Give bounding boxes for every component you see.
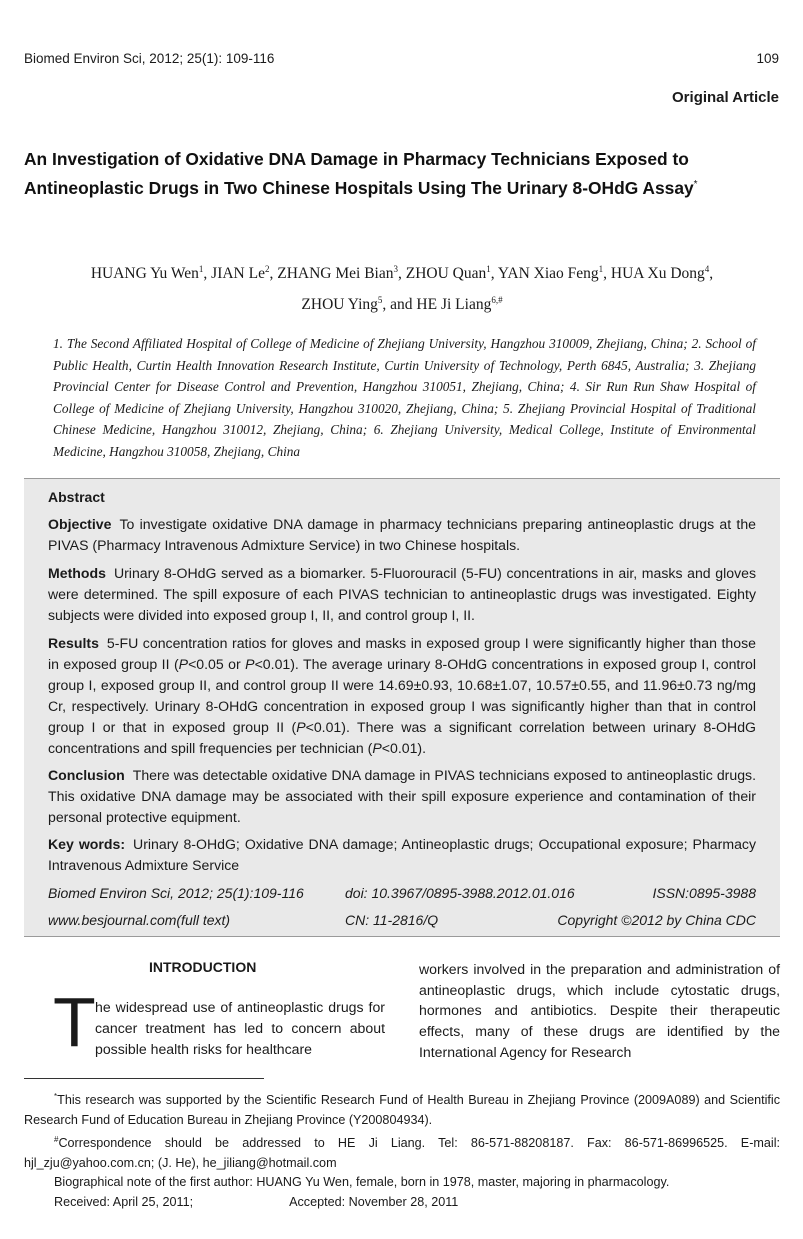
accepted-date: Accepted: November 28, 2011 (289, 1194, 459, 1209)
results-text: <0.01). (381, 740, 427, 756)
results-text: <0.05 or (188, 656, 246, 672)
footnotes (24, 1087, 780, 1212)
author: JIAN Le (211, 265, 265, 283)
author-affiliation-marker: 4 (704, 264, 710, 274)
running-head: Biomed Environ Sci, 2012; 25(1): 109-116 (24, 51, 275, 66)
results-label: Results (48, 635, 99, 651)
biographical-note: Biographical note of the first author: HUANG Yu Wen, female, born in 1978, master, majoring in pharmacology. (54, 1175, 670, 1190)
journal-info-row (48, 910, 756, 931)
abstract-objective (48, 514, 756, 556)
p-value-symbol: P (178, 656, 189, 672)
received-date: Received: April 25, 2011; (54, 1194, 194, 1209)
copyright: Copyright ©2012 by China CDC (557, 912, 756, 928)
author: ZHOU Quan (405, 265, 487, 283)
author-affiliation-marker: 5 (377, 295, 383, 306)
methods-text: Urinary 8-OHdG served as a biomarker. 5-Fluorouracil (5-FU) concentrations in air, masks and gloves were determined. The spill exposure of each PIVAS technician to antineoplastic drugs was investigated. Eighty subjects were divided into exposed group I, II, and control group I, II. (48, 565, 756, 623)
author-separator: , (269, 265, 278, 283)
footnote-rule (24, 1078, 264, 1079)
author: ZHANG Mei Bian (277, 265, 394, 283)
affiliations: 1. The Second Affiliated Hospital of College of Medicine of Zhejiang University, Hangzhou 310009, Zhejiang, China; 2. School of Public Health, Curtin Health Innovation Research Institute, Curtin University of Technology, Perth 6845, Australia; 3. Zhejiang Provincial Center for Disease Control and Prevention, Hangzhou 310051, Zhejiang, China; 4. Sir Run Run Shaw Hospital of College of Medicine of Zhejiang University, Hangzhou 310020, Zhejiang, China; 5. Zhejiang Provincial Hospital of Traditional Chinese Medicine, Hangzhou 310012, Zhejiang, China; 6. Zhejiang University, Medical College, Institute of Environmental Medicine, Hangzhou 310058, Zhejiang, China (53, 336, 756, 459)
author: ZHOU Ying (301, 296, 378, 314)
article-title (24, 147, 779, 201)
author-separator: , (397, 265, 406, 283)
author-separator: , and (382, 296, 417, 314)
correspondence-marker: # (54, 1135, 59, 1145)
abstract-results (48, 633, 756, 759)
results-text: <0.01). The average urinary 8-OHdG concentrations in exposed group I, control group I, exposed group II, and control group II were 14.69±0.93, 10.68±1.07, 10.57±0.55, and 11.96±0.73 ng/mg Cr, respectively. Urinary 8-OHdG concentration in exposed group I was significantly higher than that in control group I or that in exposed group II ( (48, 656, 756, 735)
abstract-box (24, 478, 780, 937)
citation-row (48, 883, 756, 904)
author-affiliation-marker: 3 (393, 264, 398, 274)
author-affiliation-marker: 2 (264, 264, 270, 274)
conclusion-label: Conclusion (48, 767, 125, 783)
results-text: <0.01). There was a significant correlation between urinary 8-OHdG concentrations and spill frequencies per technician ( (48, 719, 756, 756)
author-separator: , (490, 265, 498, 283)
author: YAN Xiao Feng (497, 265, 599, 283)
author-separator: , (603, 265, 611, 283)
keywords-label: Key words: (48, 836, 126, 852)
conclusion-text: There was detectable oxidative DNA damage in PIVAS technicians exposed to antineoplastic drugs. This oxidative DNA damage may be associated with their spill exposure experience and contamination of their personal protective equipment. (48, 767, 756, 825)
correspondence-text: Correspondence should be addressed to HE Ji Liang. Tel: 86-571-88208187. Fax: 86-571-86996525. E-mail: hjl_zju@yahoo.com.cn; (J. He), he_jiliang@hotmail.com (24, 1136, 780, 1170)
funding-marker: * (54, 1092, 58, 1101)
objective-label: Objective (48, 516, 112, 532)
issn: ISSN:0895-3988 (652, 885, 756, 901)
author-affiliation-marker: 6,# (491, 295, 503, 306)
author-separator: , (709, 265, 714, 283)
introduction-heading: INTRODUCTION (149, 959, 257, 975)
title-text: An Investigation of Oxidative DNA Damage in Pharmacy Technicians Exposed to Antineoplastic Drugs in Two Chinese Hospitals Using The Urinary 8-OHdG Assay (24, 149, 694, 198)
methods-label: Methods (48, 565, 106, 581)
doi: doi: 10.3967/0895-3988.2012.01.016 (345, 885, 575, 901)
citation: Biomed Environ Sci, 2012; 25(1):109-116 (48, 885, 304, 901)
author-separator: , (203, 265, 212, 283)
drop-cap: T (53, 983, 96, 1061)
author-affiliation-marker: 1 (486, 264, 491, 274)
funding-text: This research was supported by the Scientific Research Fund of Health Bureau in Zhejiang Province (2009A089) and Scientific Research Fund of Education Bureau in Zhejiang Province (Y200804934). (24, 1093, 780, 1127)
abstract-heading: Abstract (48, 489, 105, 505)
article-type: Original Article (672, 89, 779, 106)
cn-number: CN: 11-2816/Q (345, 912, 439, 928)
author: HUANG Yu Wen (90, 265, 199, 283)
author: HE Ji Liang (416, 296, 492, 314)
page-number: 109 (756, 51, 779, 66)
objective-text: To investigate oxidative DNA damage in pharmacy technicians preparing antineoplastic drugs at the PIVAS (Pharmacy Intravenous Admixture Service) in two Chinese hospitals. (48, 516, 756, 553)
p-value-symbol: P (372, 740, 382, 756)
title-footnote-marker: * (693, 179, 698, 190)
funding-footnote (24, 1087, 780, 1130)
dates-line (24, 1193, 780, 1213)
author-affiliation-marker: 1 (598, 264, 604, 274)
abstract-methods (48, 563, 756, 626)
author: HUA Xu Dong (610, 265, 705, 283)
author-affiliation-marker: 1 (198, 264, 204, 274)
introduction-left-column: he widespread use of antineoplastic drugs for cancer treatment has led to concern about possible health risks for healthcare (95, 999, 385, 1057)
correspondence-footnote (24, 1130, 780, 1173)
abstract-conclusion (48, 765, 756, 828)
introduction-right-column: workers involved in the preparation and administration of antineoplastic drugs, which include cytostatic drugs, hormones and antibiotics. Despite their therapeutic effects, many of these drugs are identified by the International Agency for Research (419, 961, 780, 1060)
journal-website: www.besjournal.com(full text) (48, 912, 231, 928)
author-list (40, 256, 764, 318)
abstract-keywords (48, 834, 756, 876)
p-value-symbol: P (296, 719, 306, 735)
keywords-text: Urinary 8-OHdG; Oxidative DNA damage; Antineoplastic drugs; Occupational exposure; Pharmacy Intravenous Admixture Service (48, 836, 757, 873)
results-text: 5-FU concentration ratios for gloves and masks in exposed group I were significantly higher than those in exposed group II ( (48, 635, 756, 672)
p-value-symbol: P (245, 656, 255, 672)
